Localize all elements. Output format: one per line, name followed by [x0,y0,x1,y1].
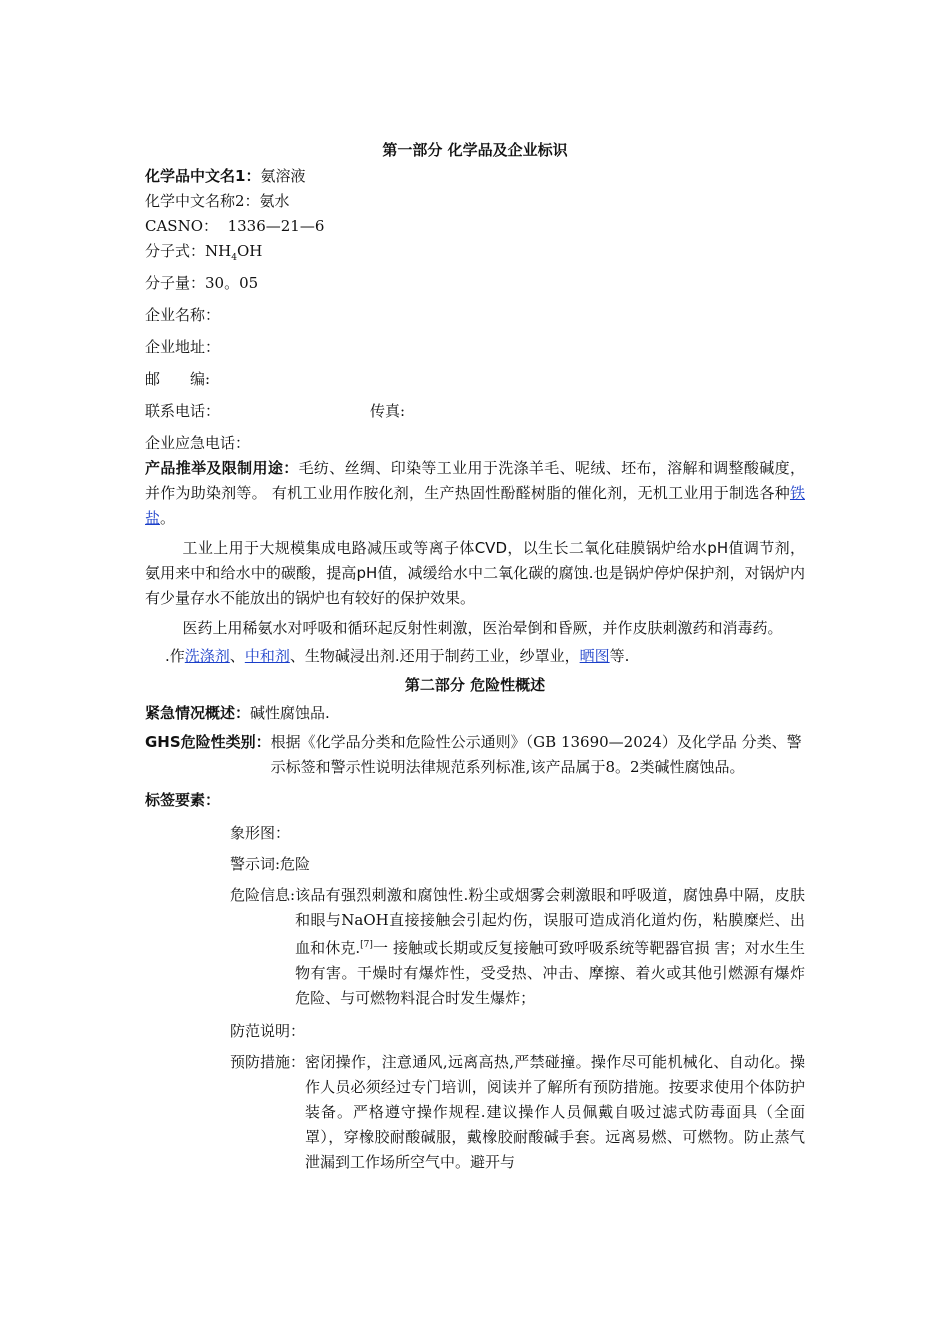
blueprint-link[interactable]: 晒图 [579,647,610,665]
hazard-info-text [295,883,805,1011]
ghs-category-label: GHS危险性类别： [145,733,271,751]
label-elements-label: 标签要素： [145,791,221,809]
hazard-info-block [230,883,805,1011]
signal-word: 警示词:危险 [230,855,311,873]
mw-line: 分子量：30。05 [145,274,259,292]
formula-line [145,239,805,271]
postal-label-b: 编: [190,370,211,388]
postal-label-a: 邮 [145,370,161,388]
document-page [145,138,805,1175]
fax-label: 传真: [370,402,406,420]
iron-salt-link[interactable]: 铁盐 [145,484,805,527]
part2-heading: 第二部分 危险性概述 [404,676,546,694]
precaution-label: 防范说明： [230,1022,306,1040]
company-name: 企业名称： [145,306,221,324]
misc-mid: 、生物碱浸出剂.还用于制药工业，纱罩业， [289,647,580,665]
company-address: 企业地址： [145,338,221,356]
neutralizer-link[interactable]: 中和剂 [244,647,290,665]
casno-label: CASNO： [145,217,219,235]
prevention-block [230,1050,805,1175]
prevention-label: 预防措施： [230,1053,306,1071]
product-use-paragraph [145,456,805,531]
part1-heading: 第一部分 化学品及企业标识 [382,141,568,159]
phone-label: 联系电话： [145,402,221,420]
misc-pre: .作 [165,647,185,665]
hazard-info-label: 危险信息: [230,886,296,904]
cn-name2-line: 化学中文名称2：氨水 [145,192,290,210]
cn-name1-line [145,164,805,189]
detergent-link[interactable]: 洗涤剂 [184,647,230,665]
misc-end: 等. [609,647,630,665]
emergency-overview-label: 紧急情况概述： [145,704,251,722]
prevention-text: 密闭操作，注意通风,远离高热,严禁碰撞。操作尽可能机械化、自动化。操作人员必须经过专门培训，阅读并了解所有预防措施。按要求使用个体防护装备。严格遵守操作规程.建议操作人员佩戴自吸过滤式防毒面具（全面罩），穿橡胶耐酸碱服，戴橡胶耐酸碱手套。远离易燃、可燃物。防止蒸气泄漏到工作场所空气中。避开与 [305,1053,805,1171]
emergency-overview-line [145,701,805,726]
formula-post: OH [236,242,263,260]
label-elements-block [230,821,805,1175]
formula-pre: NH [205,242,232,260]
product-use-end: 。 [160,509,176,527]
misc-sep1: 、 [229,647,245,665]
cn-name1-label: 化学品中文名1： [145,167,261,185]
formula-label: 分子式： [145,242,206,260]
hazard-text-a: 该品有强烈刺激和腐蚀性.粉尘或烟雾会刺激眼和呼吸道，腐蚀鼻中隔，皮肤和眼与NaOH直接接触会引起灼伤，误服可造成消化道灼伤，粘膜糜烂、出血和休克. [295,886,805,957]
product-use-label: 产品推举及限制用途： [145,459,299,477]
emergency-phone: 企业应急电话： [145,434,251,452]
pictogram-label: 象形图： [230,824,291,842]
casno-line [145,214,805,239]
phone-fax-line [145,399,805,424]
emergency-overview-value: 碱性腐蚀品. [250,704,330,722]
product-use-text: 毛纺、丝绸、印染等工业用于洗涤羊毛、呢绒、坯布，溶解和调整酸碱度，并作为助染剂等。 有机工业用作胺化剂，生产热固性酚醛树脂的催化剂，无机工业用于制选各种 [145,459,805,502]
casno-value: 1336—21—6 [227,217,325,235]
cn-name1-value: 氨溶液 [260,167,306,185]
ghs-category-text: 根据《化学品分类和危险性公示通则》（GB 13690—2024）及化学品 分类、警示标签和警示性说明法律规范系列标准,该产品属于8。2类碱性腐蚀品。 [270,733,802,776]
ghs-category-block [145,730,805,780]
misc-use-paragraph [145,644,805,669]
hazard-reference[interactable]: [7] [360,940,373,950]
hazard-text-b: 一 接触或长期或反复接触可致呼吸系统等靶器官损 害；对水生生物有害。干燥时有爆炸性，受受热、冲击、摩擦、着火或其他引燃源有爆炸危险、与可燃物料混合时发生爆炸； [295,939,805,1007]
postal-code-line [145,367,805,392]
medical-paragraph: 医药上用稀氨水对呼吸和循环起反射性刺激，医治晕倒和昏厥，并作皮肤刺激药和消毒药。 [182,619,783,637]
industry-paragraph: 工业上用于大规模集成电路减压或等离子体CVD，以生长二氧化硅膜锅炉给水pH值调节剂，氨用来中和给水中的碳酸，提高pH值，减缓给水中二氧化碳的腐蚀.也是锅炉停炉保护剂，对锅炉内有少量存水不能放出的锅炉也有较好的保护效果。 [145,539,805,607]
formula-sub: 4 [231,253,237,263]
